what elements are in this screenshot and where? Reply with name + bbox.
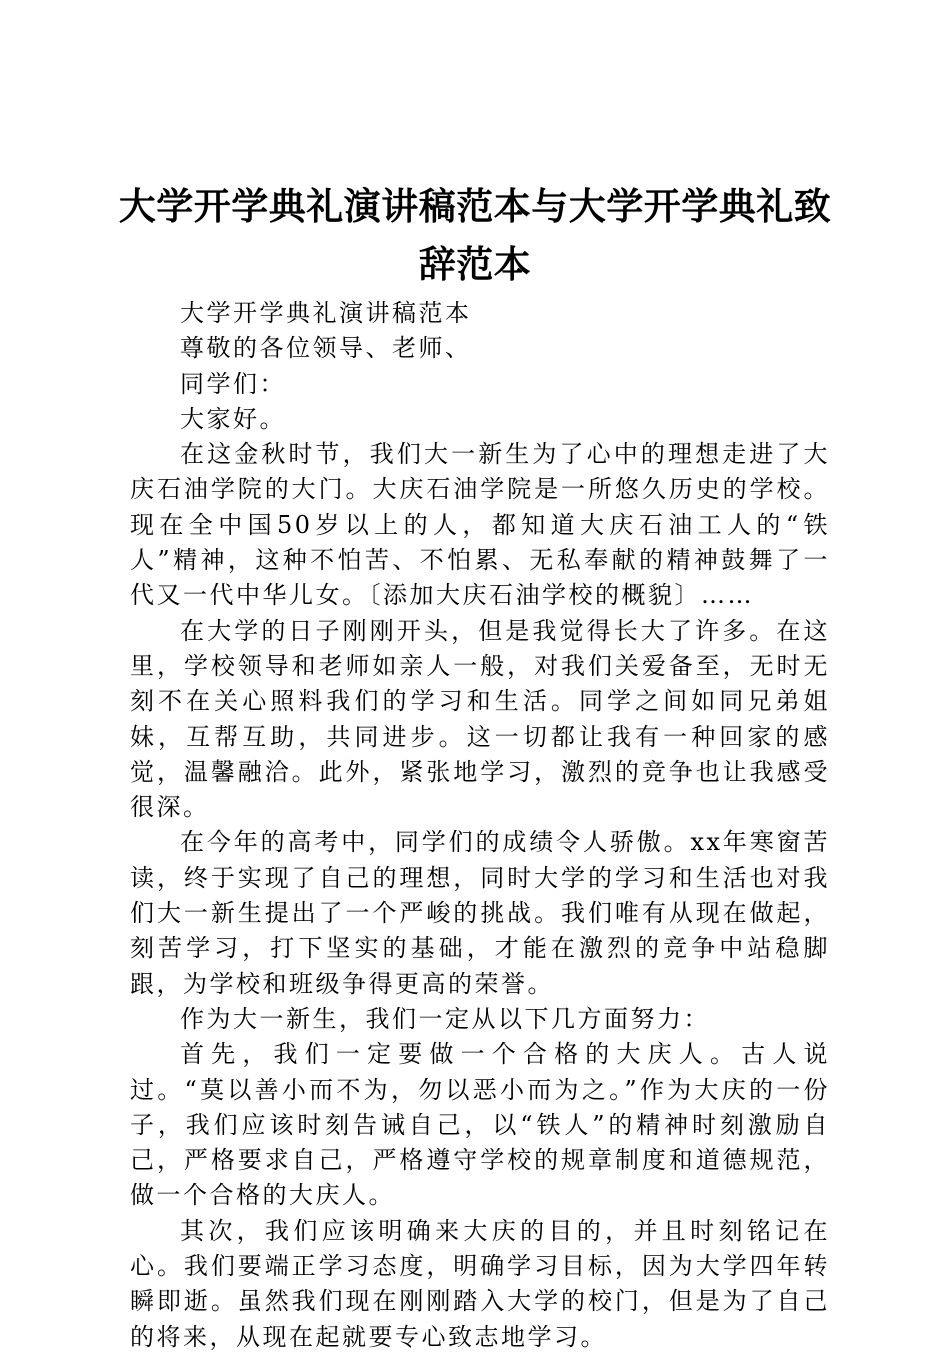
paragraph: 同学们： bbox=[180, 369, 286, 398]
paragraph: 其次，我们应该明确来大庆的目的，并且时刻铭记在心。我们要端正学习态度，明确学习目标，因为大学四年转瞬即逝。虽然我们现在刚刚踏入大学的校门，但是为了自己的将来，从现在起就要专心致志地学习。 bbox=[130, 1216, 830, 1351]
paragraph: 大学开学典礼演讲稿范本 bbox=[180, 299, 472, 327]
paragraph: 在这金秋时节，我们大一新生为了心中的理想走进了大庆石油学院的大门。大庆石油学院是一所悠久历史的学校。现在全中国50岁以上的人，都知道大庆石油工人的“铁人”精神，这种不怕苦、不怕累、无私奉献的精神鼓舞了一代又一代中华儿女。〔添加大庆石油学校的概貌〕…… bbox=[130, 440, 830, 610]
paragraph: 首先，我们一定要做一个合格的大庆人。古人说过。“莫以善小而不为，勿以恶小而为之。”作为大庆的一份子，我们应该时刻告诫自己，以“铁人”的精神时刻激励自己，严格要求自己，严格遵守学校的规章制度和道德规范，做一个合格的大庆人。 bbox=[130, 1040, 830, 1210]
paragraph: 作为大一新生，我们一定从以下几方面努力： bbox=[180, 1004, 710, 1033]
paragraph: 在大学的日子刚刚开头，但是我觉得长大了许多。在这里，学校领导和老师如亲人一般，对我们关爱备至，无时无刻不在关心照料我们的学习和生活。同学之间如同兄弟姐妹，互帮互助，共同进步。这一切都让我有一种回家的感觉，温馨融洽。此外，紧张地学习，激烈的竞争也让我感受很深。 bbox=[130, 616, 830, 822]
document-title: 大学开学典礼演讲稿范本与大学开学典礼致辞范本 bbox=[118, 185, 832, 286]
document-body bbox=[130, 296, 830, 1355]
paragraph: 大家好。 bbox=[180, 404, 286, 433]
paragraph: 尊敬的各位领导、老师、 bbox=[180, 334, 472, 363]
paragraph: 在今年的高考中，同学们的成绩令人骄傲。xx年寒窗苦读，终于实现了自己的理想，同时大学的学习和生活也对我们大一新生提出了一个严峻的挑战。我们唯有从现在做起，刻苦学习，打下坚实的基础，才能在激烈的竞争中站稳脚跟，为学校和班级争得更高的荣誉。 bbox=[130, 828, 830, 998]
